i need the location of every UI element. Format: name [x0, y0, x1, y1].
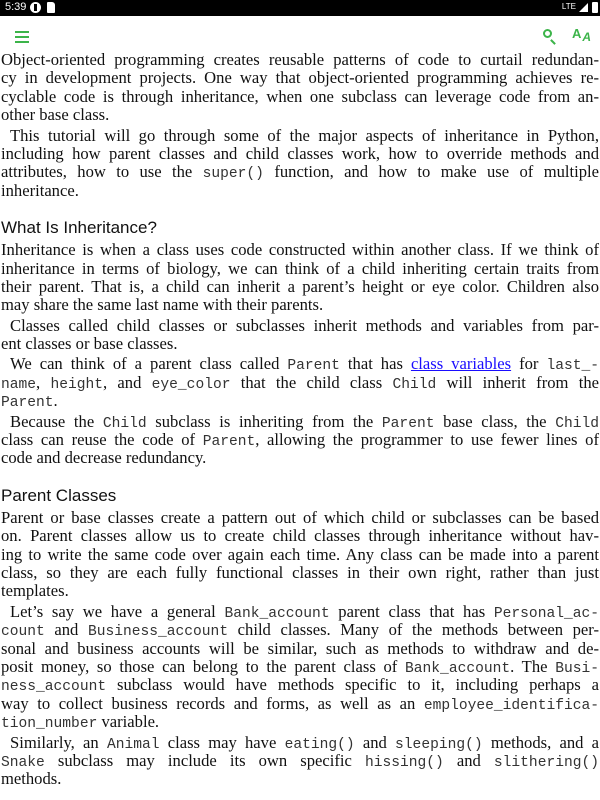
paragraph [1, 603, 599, 732]
text-run: may share the same last name with their parents. [1, 295, 324, 315]
inline-code: Child [102, 415, 147, 432]
text-line [1, 145, 599, 163]
inline-code: Child [555, 415, 599, 432]
text-run: ent classes or base classes. [1, 334, 178, 354]
text-line [1, 51, 599, 69]
text-run: . [53, 391, 58, 411]
text-run: Parent or base classes create a pattern out of which child or subclasses can be based [1, 507, 599, 527]
text-run: base class, the [434, 411, 556, 431]
text-line [1, 658, 599, 676]
text-run: inheritance in terms of biology, we can think of a child inheriting certain traits from [1, 258, 599, 278]
font-label-large: A [572, 26, 582, 41]
font-settings-icon[interactable] [572, 26, 592, 44]
text-run: subclass is inheriting from the [146, 411, 382, 431]
text-run: Object-oriented programming creates reusable patterns of code to curtail redundan- [1, 50, 599, 69]
paragraph [1, 355, 599, 410]
inline-code: Parent [1, 395, 54, 412]
inline-code: eye_color [151, 376, 231, 393]
paragraph [1, 509, 599, 601]
paragraph [1, 413, 599, 468]
text-run: ing to write the same code over again each time. Any class can be made into a parent [1, 544, 599, 564]
text-line [1, 564, 599, 582]
text-run: their parent. That is, a child can inherit a parent’s height or eye color. Children also [1, 276, 599, 296]
text-run: Because the [10, 411, 103, 431]
inline-code: hissing() [364, 754, 444, 771]
text-run: and [354, 732, 396, 752]
inline-code: tion_number [1, 716, 98, 733]
app-bar [0, 16, 600, 48]
inline-code: Busi- [555, 660, 599, 677]
text-run: and [443, 750, 494, 770]
status-time: 5:39 [5, 1, 27, 13]
menu-icon[interactable] [15, 31, 29, 46]
text-line [1, 69, 599, 87]
text-line [1, 278, 599, 296]
text-run: Classes called child classes or subclasses inherit methods and variables from par- [10, 315, 599, 335]
text-run: cyclable code is through inheritance, when one subclass can leverage code from an- [1, 86, 599, 106]
text-line [1, 413, 599, 431]
inline-code: Snake [1, 754, 45, 771]
text-line [1, 296, 599, 314]
text-run: subclass may include its own specific [44, 750, 365, 770]
text-run: that has [339, 354, 411, 374]
text-line [1, 621, 599, 639]
text-run: will inherit from the [436, 372, 599, 392]
text-run: Similarly, an [10, 732, 107, 752]
text-run: methods. [1, 769, 62, 789]
inline-code: Parent [202, 434, 256, 451]
text-run: class may have [159, 732, 285, 752]
inline-code: ness_account [1, 679, 107, 696]
text-line [1, 713, 599, 731]
inline-code: employee_identifica- [423, 697, 599, 714]
text-run: inheritance. [1, 180, 79, 200]
text-run: subclass would have methods specific to it, including perhaps a [106, 675, 599, 695]
text-line [1, 106, 599, 124]
text-line [1, 317, 599, 335]
text-line [1, 431, 599, 449]
text-line [1, 770, 599, 788]
signal-icon [579, 3, 588, 12]
text-run: way to collect business records and forms, as well as an [1, 693, 424, 713]
paragraph [1, 51, 599, 125]
text-run: We can think of a parent class called [10, 354, 288, 374]
link-class-variables[interactable]: class variables [410, 354, 512, 374]
text-run: that the child class [230, 372, 393, 392]
text-run: for [511, 354, 547, 374]
inline-code: sleeping() [395, 736, 483, 753]
text-line [1, 127, 599, 145]
font-label-small: A [582, 30, 592, 44]
text-line [1, 640, 599, 658]
text-line [1, 335, 599, 353]
text-run: attributes, how to use the [1, 162, 203, 182]
sd-card-icon [47, 2, 55, 13]
paragraph [1, 127, 599, 201]
text-run: This tutorial will go through some of the major aspects of inheritance in Python, [10, 125, 599, 145]
text-line [1, 734, 599, 752]
network-type: LTE [561, 2, 576, 11]
text-line [1, 603, 599, 621]
text-line [1, 260, 599, 278]
inline-code: super() [202, 166, 264, 183]
text-run: templates. [1, 581, 69, 601]
text-run: function, and how to make use of multiple [263, 162, 600, 182]
text-run: and [44, 620, 88, 640]
inline-code: Parent [287, 358, 340, 375]
text-run: on. Parent classes allow us to create child classes through inheritance without hav- [1, 526, 599, 546]
section-heading: What Is Inheritance? [1, 218, 157, 238]
text-run: Let’s say we have a general [10, 601, 225, 621]
inline-code: Animal [106, 736, 160, 753]
text-line [1, 582, 599, 600]
inline-code: last_- [546, 358, 599, 375]
text-run: parent class that has [329, 601, 494, 621]
inline-code: Business_account [87, 624, 229, 641]
battery-icon [592, 2, 598, 13]
text-line [1, 374, 599, 392]
inline-code: Personal_ac- [493, 605, 599, 622]
text-line [1, 676, 599, 694]
text-line [1, 163, 599, 181]
text-line [1, 241, 599, 259]
inline-code: Bank_account [405, 660, 511, 677]
section-heading: Parent Classes [1, 485, 117, 505]
text-run: class, so they are each fully functional classes in their own right, rather than just [1, 562, 599, 582]
text-run: posit money, so those can belong to the parent class of [1, 656, 406, 676]
text-run: methods, and a [482, 732, 600, 752]
text-run: code and decrease redundancy. [1, 448, 207, 468]
inline-code: eating() [284, 736, 355, 753]
paragraph [1, 734, 599, 789]
text-run: variable. [97, 712, 160, 732]
text-run: Inheritance is when a class uses code constructed within another class. If we think of [1, 240, 599, 260]
inline-code: height [50, 376, 103, 393]
paragraph [1, 317, 599, 354]
text-run: class can reuse the code of [1, 430, 203, 450]
text-line [1, 88, 599, 106]
inline-code: Bank_account [224, 605, 330, 622]
notification-icon [30, 2, 41, 13]
text-line [1, 182, 599, 200]
text-line [1, 449, 599, 467]
inline-code: Parent [381, 415, 435, 432]
text-line [1, 527, 599, 545]
text-run: other base class. [1, 105, 110, 125]
book-content [1, 49, 599, 789]
text-run: sonal and business accounts will be similar, such as methods to withdraw and de- [1, 638, 599, 658]
text-run: , [36, 372, 51, 392]
text-run: including how parent classes and child classes work, how to override methods and [1, 143, 599, 163]
text-run: , and [103, 372, 152, 392]
text-line [1, 509, 599, 527]
text-line [1, 392, 599, 410]
text-line [1, 752, 599, 770]
paragraph [1, 241, 599, 315]
text-run: . The [510, 656, 556, 676]
inline-code: slithering() [493, 754, 599, 771]
text-run: child classes. Many of the methods between per- [228, 620, 599, 640]
text-run: , allowing the programmer to use fewer lines of [255, 430, 599, 450]
search-icon[interactable] [543, 29, 552, 38]
text-run: cy in development projects. One way that object-oriented programming achieves re- [1, 68, 599, 88]
status-bar [0, 0, 600, 16]
inline-code: Child [392, 376, 437, 393]
text-line [1, 546, 599, 564]
text-line [1, 695, 599, 713]
inline-code: name [1, 376, 37, 393]
text-line [1, 355, 599, 373]
inline-code: count [1, 624, 45, 641]
